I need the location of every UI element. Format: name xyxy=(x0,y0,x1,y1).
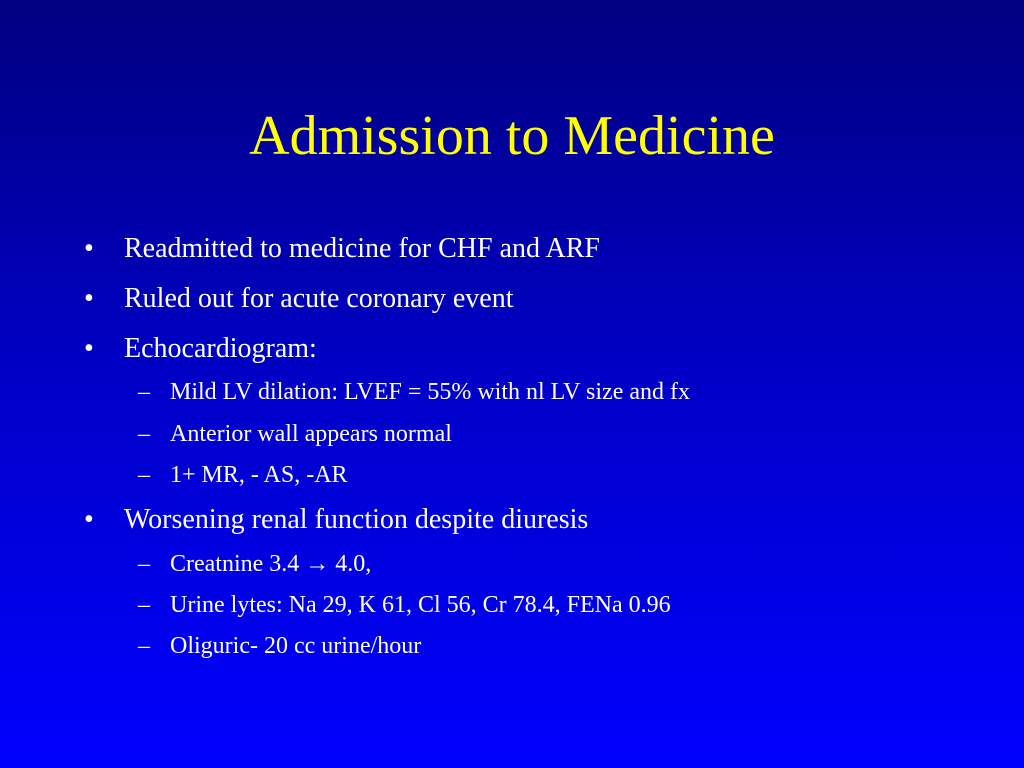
list-item-text: Echocardiogram: xyxy=(124,333,317,364)
list-subitem-text: Oliguric- 20 cc urine/hour xyxy=(170,633,422,659)
list-item xyxy=(0,503,1024,537)
list-subitem xyxy=(0,590,1024,624)
bullet-dash-icon: – xyxy=(138,379,150,405)
list-subitem-text: Mild LV dilation: LVEF = 55% with nl LV size and fx xyxy=(170,379,690,405)
list-item-text: Readmitted to medicine for CHF and ARF xyxy=(124,233,600,264)
slide-title: Admission to Medicine xyxy=(249,105,775,167)
list-subitem-text: Anterior wall appears normal xyxy=(170,421,452,447)
bullet-dash-icon: – xyxy=(138,633,150,659)
list-item xyxy=(0,332,1024,366)
bullet-dot-icon: • xyxy=(84,504,94,535)
list-item xyxy=(0,232,1024,266)
list-subitem-text: 1+ MR, - AS, -AR xyxy=(170,462,348,488)
list-subitem xyxy=(0,549,1024,583)
list-item-text: Ruled out for acute coronary event xyxy=(124,283,514,314)
bullet-dash-icon: – xyxy=(138,462,150,488)
bullet-dot-icon: • xyxy=(84,233,94,264)
bullet-dot-icon: • xyxy=(84,333,94,364)
list-item-text: Worsening renal function despite diuresis xyxy=(124,504,589,535)
list-item xyxy=(0,282,1024,316)
bullet-dash-icon: – xyxy=(138,551,150,577)
bullet-dash-icon: – xyxy=(138,421,150,447)
list-subitem-text: Creatnine 3.4 → 4.0, xyxy=(170,551,372,577)
list-subitem-text: Urine lytes: Na 29, K 61, Cl 56, Cr 78.4, FENa 0.96 xyxy=(170,592,671,618)
bullet-dash-icon: – xyxy=(138,592,150,618)
list-subitem xyxy=(0,460,1024,494)
list-subitem xyxy=(0,419,1024,453)
list-subitem xyxy=(0,631,1024,665)
list-subitem xyxy=(0,377,1024,411)
bullet-dot-icon: • xyxy=(84,283,94,314)
